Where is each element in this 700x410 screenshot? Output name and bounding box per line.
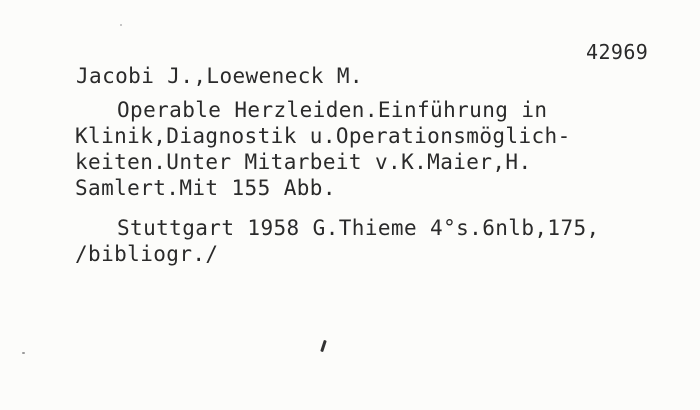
imprint-line: /bibliogr./ (75, 242, 219, 266)
catalog-number: 42969 (586, 40, 649, 64)
paper-speck (120, 24, 122, 26)
imprint-line: Stuttgart 1958 G.Thieme 4°s.6nlb,175, (117, 216, 600, 240)
title-line: Operable Herzleiden.Einführung in (117, 98, 548, 122)
authors-line: Jacobi J.,Loeweneck M. (76, 64, 363, 88)
paper-speck (22, 352, 25, 354)
title-line: Samlert.Mit 155 Abb. (75, 176, 336, 200)
title-line: keiten.Unter Mitarbeit v.K.Maier,H. (75, 150, 532, 174)
title-line: Klinik,Diagnostik u.Operationsmöglich- (75, 124, 571, 148)
pen-mark (320, 340, 327, 352)
